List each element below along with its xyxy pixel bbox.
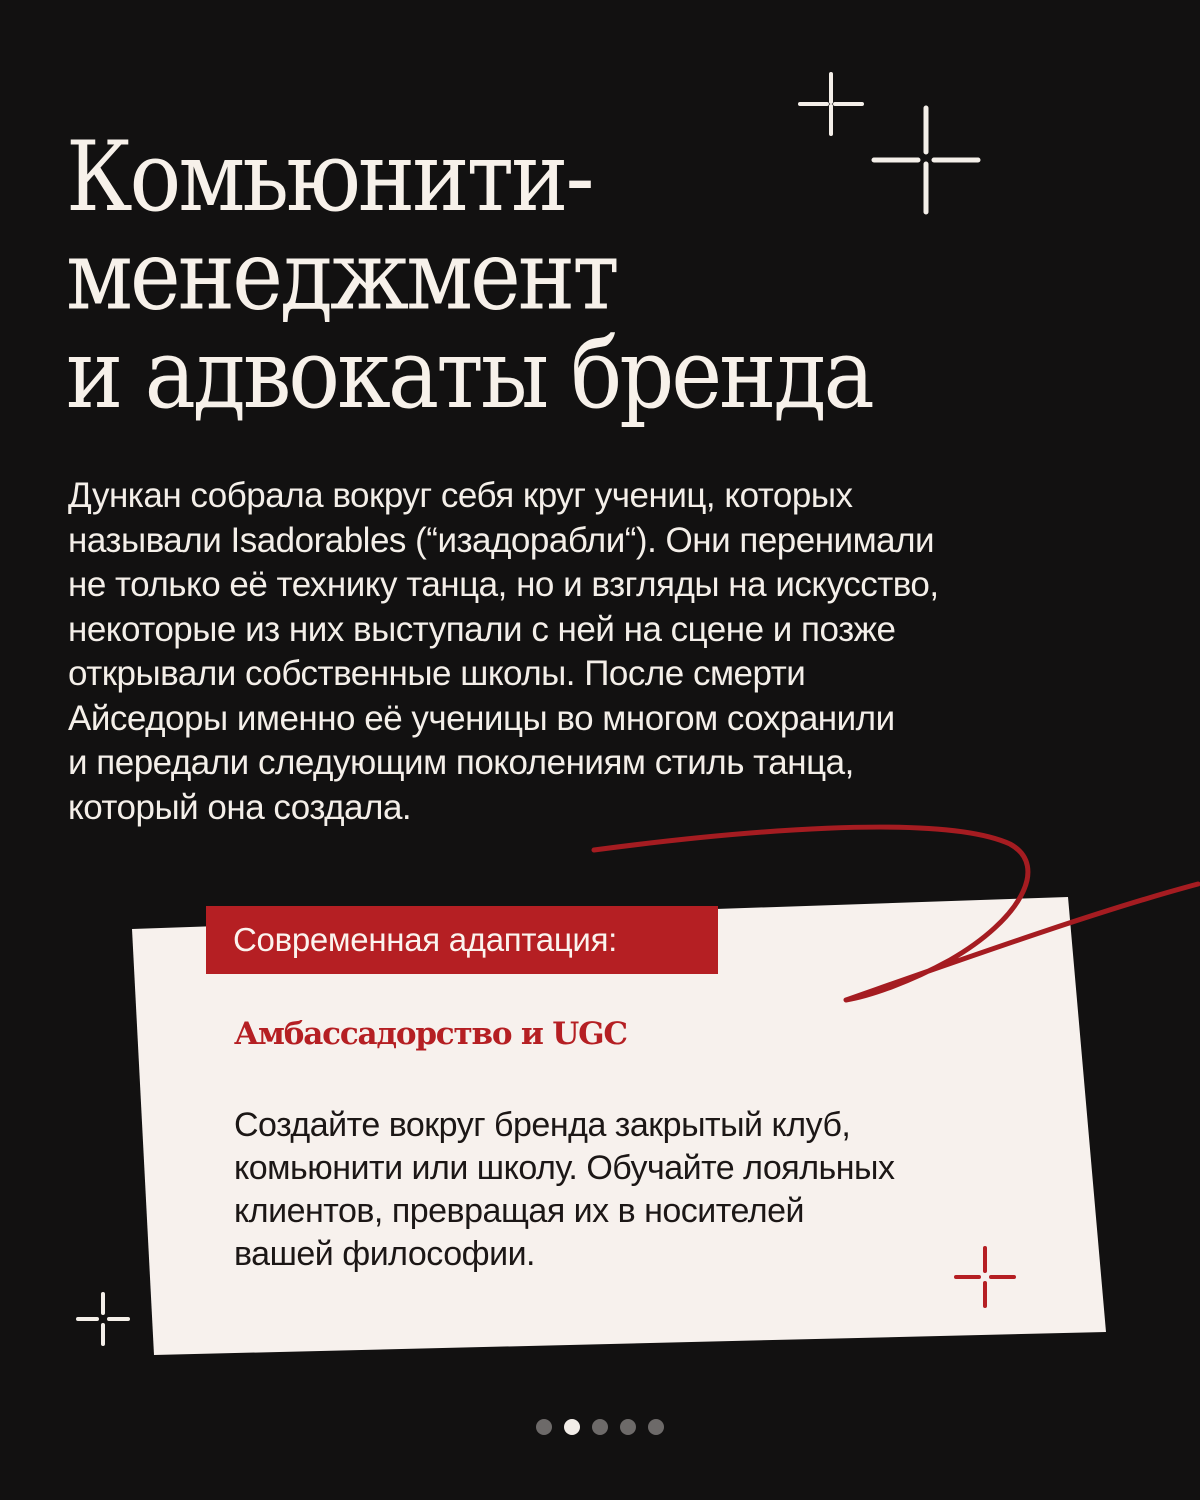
- page-title: [66, 121, 966, 431]
- body-line: называли Isadorables (“изадорабли“). Они перенимали: [68, 520, 935, 560]
- title-line-1: Комьюнити-: [66, 121, 592, 234]
- card-line: вашей философии.: [234, 1235, 536, 1273]
- body-line: Айседоры именно её ученицы во многом сохранили: [68, 698, 895, 738]
- pagination-dot-5[interactable]: [648, 1419, 664, 1435]
- card-heading: Амбассадорство и UGC: [234, 1016, 627, 1052]
- body-line: который она создала.: [68, 787, 412, 827]
- sparkle-icon-bottom-left: [76, 1292, 130, 1346]
- card-label: Современная адаптация:: [206, 906, 718, 974]
- pagination-dot-4[interactable]: [620, 1419, 636, 1435]
- card-line: клиентов, превращая их в носителей: [234, 1192, 805, 1230]
- red-scribble-line: [580, 810, 1200, 1010]
- pagination-dot-3[interactable]: [592, 1419, 608, 1435]
- sparkle-icon-red: [954, 1246, 1016, 1308]
- card-paragraph: [234, 1104, 1034, 1276]
- body-line: открывали собственные школы. После смерти: [68, 654, 806, 693]
- body-line: Дункан собрала вокруг себя круг учениц, которых: [68, 476, 853, 515]
- pagination-dot-2-active[interactable]: [564, 1419, 580, 1435]
- body-line: некоторые из них выступали с ней на сцене и позже: [68, 609, 896, 649]
- sparkle-icon-small: [796, 72, 866, 136]
- pagination-dot-1[interactable]: [536, 1419, 552, 1435]
- body-paragraph: [68, 474, 1068, 830]
- card-line: комьюнити или школу. Обучайте лояльных: [234, 1149, 895, 1187]
- body-line: и передали следующим поколениям стиль танца,: [68, 743, 854, 782]
- body-line: не только её технику танца, но и взгляды на искусство,: [68, 565, 939, 604]
- title-line-2: менеджмент: [66, 219, 617, 332]
- card-line: Создайте вокруг бренда закрытый клуб,: [234, 1106, 851, 1144]
- carousel-pagination: [536, 1419, 664, 1435]
- title-line-3: и адвокаты бренда: [66, 318, 872, 431]
